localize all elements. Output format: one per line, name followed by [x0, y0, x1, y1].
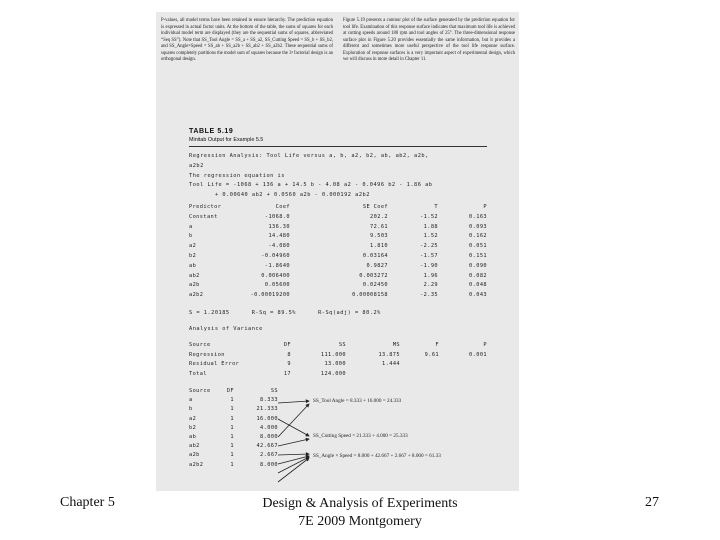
footer-title: [230, 495, 490, 531]
prose-right-column: Figure 5.19 presents a contour plot of the surface generated by the prediction equation for tool life. Examination of this response surface indicates that maximum tool life is achieved at cutting speeds around 180 rpm and tool angles of 25°. The three-dimensional response surface plot in Figure 5.20 provides essentially the same information, but it provides a different and sometimes more useful perspective of the tool life response surface. Exploration of response surfaces is a very important aspect of experimental design, which we will discuss in more detail in Chapter 11.: [343, 18, 515, 63]
fit-statistics: S = 1.20185 R-Sq = 89.5% R-Sq(adj) = 80.2%: [189, 310, 381, 316]
anova-cell: 9.61: [424, 351, 439, 358]
anova-cell: 9: [287, 361, 291, 368]
footer-page-number: 27: [645, 495, 659, 510]
anova-cell: 13.875: [378, 351, 400, 358]
arrow-b2: [278, 439, 309, 446]
seq-ss-cell: 42.667: [256, 443, 278, 450]
anova-cell: Residual Error: [189, 361, 240, 368]
coef-cell: 0.9827: [366, 262, 388, 269]
arrow-a2: [278, 404, 309, 437]
coef-cell: 14.480: [268, 233, 290, 240]
seq-ss-cell: 1: [230, 443, 234, 450]
arrow-a: [278, 401, 309, 403]
footer-chapter: Chapter 5: [60, 495, 115, 510]
table-header-cell: DF: [226, 388, 234, 394]
seq-ss-cell: a2b2: [189, 461, 204, 468]
annotation-angle-speed: SS_Angle × Speed = 8.000 + 42.667 + 2.667 + 8.000 = 61.33: [313, 453, 441, 459]
anova-cell: 17: [283, 370, 291, 377]
coef-cell: -4.080: [268, 243, 290, 250]
coef-cell: 1.52: [423, 233, 438, 240]
seq-ss-cell: 1: [230, 415, 234, 422]
seq-ss-cell: a: [189, 397, 193, 404]
seq-ss-cell: 1: [230, 434, 234, 440]
equation-line-2: + 0.00640 ab2 + 0.0560 a2b - 0.000192 a2b2: [215, 192, 370, 199]
coef-cell: b: [189, 233, 193, 240]
coef-cell: -2.35: [420, 292, 438, 299]
table-header-cell: SE Coef: [362, 204, 388, 210]
seq-ss-cell: 1: [230, 406, 234, 413]
arrow-a2b: [278, 457, 309, 473]
seq-ss-cell: ab: [189, 434, 197, 440]
coef-cell: -1.52: [420, 213, 438, 220]
coef-cell: -0.00019200: [250, 292, 290, 299]
coef-cell: 9.503: [370, 233, 388, 240]
anova-cell: 111.000: [320, 351, 346, 358]
table-header-cell: DF: [283, 342, 291, 348]
coef-cell: 0.090: [469, 262, 487, 269]
table-header-cell: Source: [189, 388, 211, 394]
coef-cell: 0.00008158: [352, 292, 388, 299]
anova-cell: Total: [189, 370, 207, 377]
seq-ss-cell: 8.000: [260, 434, 278, 440]
textbook-page-scan: [156, 12, 519, 491]
table-header-cell: P: [483, 342, 487, 348]
seq-ss-cell: 8.000: [260, 461, 278, 468]
coef-cell: 1.96: [423, 272, 438, 279]
anova-cell: Regression: [189, 351, 225, 358]
anova-cell: 124.000: [320, 370, 346, 377]
coef-cell: -2.25: [420, 243, 438, 250]
anova-cell: 0.001: [469, 351, 487, 358]
annotation-tool-angle: SS_Tool Angle = 8.333 + 16.000 = 24.333: [313, 398, 402, 404]
coef-cell: 0.043: [469, 292, 487, 299]
coef-cell: -1.57: [420, 253, 438, 259]
coef-cell: a2: [189, 243, 197, 250]
annotation-cutting-speed: SS_Cutting Speed = 21.333 + 4.000 = 25.333: [313, 433, 408, 439]
seq-ss-cell: b: [189, 406, 193, 413]
seq-ss-cell: a2: [189, 415, 197, 422]
arrow-a2b2: [278, 458, 309, 482]
coef-cell: 0.03164: [362, 253, 388, 259]
table-header-cell: MS: [392, 342, 400, 348]
coef-cell: -1.90: [420, 262, 438, 269]
table-header-cell: F: [435, 342, 439, 348]
coef-cell: -1068.0: [264, 213, 290, 220]
coef-cell: -1.8640: [264, 262, 290, 269]
equation-label: The regression equation is: [189, 172, 285, 179]
coef-cell: b2: [189, 253, 197, 259]
coef-cell: 0.082: [469, 272, 487, 279]
seq-ss-cell: ab2: [189, 443, 200, 450]
seq-ss-cell: 2.667: [260, 452, 278, 459]
arrow-ab: [278, 454, 309, 455]
table-header-cell: Predictor: [189, 204, 222, 210]
coef-cell: 0.006400: [261, 272, 290, 279]
coef-cell: 136.30: [268, 223, 290, 230]
coef-cell: 0.151: [469, 253, 487, 259]
table-header-cell: P: [483, 204, 487, 210]
footer-title-line-2: 7E 2009 Montgomery: [298, 514, 422, 529]
coef-cell: 0.05600: [264, 282, 290, 289]
seq-ss-cell: 1: [230, 397, 234, 404]
analysis-line-2: a2b2: [189, 162, 204, 169]
coef-cell: Constant: [189, 213, 218, 220]
seq-ss-cell: 21.333: [256, 406, 278, 413]
coef-cell: 72.61: [370, 223, 388, 230]
coef-cell: a: [189, 223, 193, 230]
seq-ss-cell: 16.000: [256, 415, 278, 422]
coef-cell: 0.163: [469, 213, 487, 220]
equation-line-1: Tool Life = -1068 + 136 a + 14.5 b - 4.08 a2 - 0.0496 b2 - 1.86 ab: [189, 182, 433, 189]
coef-cell: -0.04960: [261, 253, 290, 259]
arrow-b: [278, 419, 309, 436]
table-header-cell: SS: [270, 388, 278, 394]
coef-cell: 2.29: [423, 282, 438, 289]
coef-cell: a2b2: [189, 292, 204, 299]
anova-cell: 1.444: [382, 361, 400, 368]
analysis-line-1: Regression Analysis: Tool Life versus a, b, a2, b2, ab, ab2, a2b,: [189, 153, 429, 159]
seq-ss-cell: 4.000: [260, 424, 278, 431]
footer-title-line-1: Design & Analysis of Experiments: [262, 496, 458, 511]
coef-cell: 0.162: [469, 233, 487, 240]
anova-label: Analysis of Variance: [189, 326, 263, 332]
coef-cell: ab2: [189, 272, 200, 279]
table-subtitle: Minitab Output for Example 5.5: [189, 137, 264, 143]
table-title: TABLE 5.19: [189, 128, 234, 135]
seq-ss-cell: a2b: [189, 452, 200, 459]
seq-ss-cell: 8.333: [260, 397, 278, 404]
coef-cell: 0.003272: [359, 272, 388, 279]
annotation-arrows: [156, 12, 519, 491]
coef-cell: 1.810: [370, 243, 388, 250]
table-header-cell: SS: [338, 342, 346, 348]
seq-ss-cell: 1: [230, 461, 234, 468]
coef-cell: 0.093: [469, 223, 487, 230]
coef-cell: 0.02450: [362, 282, 388, 289]
arrow-ab2: [278, 456, 309, 464]
seq-ss-cell: 1: [230, 424, 234, 431]
prose-left-column: P-values, all model terms have been retained to ensure hierarchy. The prediction equation is expressed in actual factor units. At the bottom of the table, the sums of squares for each individual model term are displayed (they are the sequential sums of squares, abbreviated “Seq SS”). Note that SS_Tool Angle = SS_a + SS_a2, SS_Cutting Speed = SS_b + SS_b2, and SS_Angle×Speed = SS_ab + SS_a2b + SS_ab2 + SS_a2b2. These sequential sums of squares completely partitions the model sum of squares because the 3² factorial design is an orthogonal design.: [161, 18, 333, 63]
coef-cell: a2b: [189, 282, 200, 289]
table-header-cell: T: [434, 204, 438, 210]
anova-cell: 8: [287, 351, 291, 358]
coef-cell: 0.051: [469, 243, 487, 250]
coef-cell: 0.048: [469, 282, 487, 289]
table-header-cell: Source: [189, 342, 211, 348]
seq-ss-cell: 1: [230, 452, 234, 459]
table-header-cell: Coef: [275, 204, 290, 210]
coef-cell: ab: [189, 262, 197, 269]
seq-ss-cell: b2: [189, 424, 197, 431]
anova-cell: 13.000: [324, 361, 346, 368]
coef-cell: 202.2: [370, 213, 388, 220]
coef-cell: 1.88: [423, 223, 438, 230]
